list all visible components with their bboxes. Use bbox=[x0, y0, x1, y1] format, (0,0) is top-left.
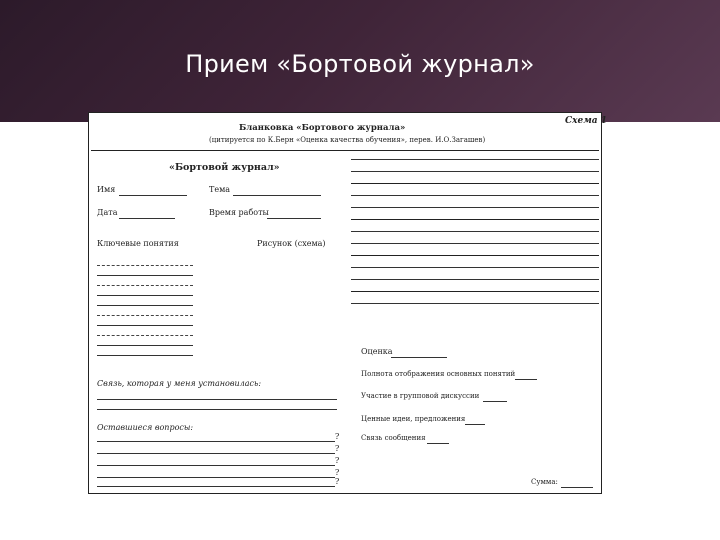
topic-label: Тема bbox=[209, 185, 231, 194]
question-line bbox=[97, 486, 335, 487]
question-line bbox=[97, 465, 335, 466]
topic-line bbox=[233, 195, 321, 196]
journal-title: «Бортовой журнал» bbox=[169, 162, 280, 173]
form-subheading: (цитируется по К.Берн «Оценка качества обучения», перев. И.О.Загашев) bbox=[209, 136, 486, 144]
sum-label: Сумма: bbox=[531, 478, 558, 486]
drawing-line bbox=[351, 171, 599, 172]
question-line bbox=[97, 477, 335, 478]
drawing-line bbox=[351, 243, 599, 244]
question-mark: ? bbox=[335, 477, 340, 486]
drawing-line bbox=[351, 219, 599, 220]
concept-line bbox=[97, 345, 193, 346]
key-concepts-label: Ключевые понятия bbox=[97, 239, 179, 248]
name-line bbox=[119, 195, 187, 196]
form-heading: Бланковка «Бортового журнала» bbox=[239, 123, 406, 133]
slide-header bbox=[0, 0, 720, 122]
drawing-line bbox=[351, 183, 599, 184]
questions-label: Оставшиеся вопросы: bbox=[97, 423, 194, 432]
date-label: Дата bbox=[97, 208, 118, 217]
drawing-line bbox=[351, 207, 599, 208]
grade-line bbox=[391, 357, 447, 358]
concept-line bbox=[97, 315, 193, 316]
concept-line bbox=[97, 275, 193, 276]
drawing-line bbox=[351, 231, 599, 232]
concept-line bbox=[97, 265, 193, 266]
concept-line bbox=[97, 335, 193, 336]
connection-line bbox=[97, 399, 337, 400]
concept-line bbox=[97, 285, 193, 286]
connection-line bbox=[97, 409, 337, 410]
drawing-line bbox=[351, 267, 599, 268]
header-divider bbox=[91, 150, 599, 151]
discussion-label: Участие в групповой дискуссии bbox=[361, 392, 480, 400]
slide-title: Прием «Бортовой журнал» bbox=[185, 50, 535, 78]
question-mark: ? bbox=[335, 432, 340, 441]
question-mark: ? bbox=[335, 444, 340, 453]
time-line bbox=[267, 218, 321, 219]
concept-line bbox=[97, 355, 193, 356]
message-label: Связь сообщения bbox=[361, 434, 426, 442]
drawing-line bbox=[351, 255, 599, 256]
drawing-label: Рисунок (схема) bbox=[257, 239, 326, 248]
drawing-line bbox=[351, 279, 599, 280]
concept-line bbox=[97, 305, 193, 306]
time-label: Время работы bbox=[209, 208, 269, 217]
concept-line bbox=[97, 325, 193, 326]
question-mark: ? bbox=[335, 468, 340, 477]
grade-label: Оценка bbox=[361, 347, 393, 356]
drawing-line bbox=[351, 159, 599, 160]
connection-label: Связь, которая у меня установилась: bbox=[97, 379, 262, 388]
drawing-line bbox=[351, 291, 599, 292]
valuable-ideas-line bbox=[465, 424, 485, 425]
date-line bbox=[119, 218, 175, 219]
valuable-ideas-label: Ценные идеи, предложения bbox=[361, 415, 466, 423]
name-label: Имя bbox=[97, 185, 116, 194]
question-line bbox=[97, 441, 335, 442]
message-line bbox=[427, 443, 449, 444]
completeness-label: Полнота отображения основных понятий bbox=[361, 370, 516, 378]
journal-form-sheet bbox=[88, 112, 608, 494]
drawing-line bbox=[351, 195, 599, 196]
concept-line bbox=[97, 295, 193, 296]
question-mark: ? bbox=[335, 456, 340, 465]
completeness-line bbox=[515, 379, 537, 380]
question-line bbox=[97, 453, 335, 454]
discussion-line bbox=[483, 401, 507, 402]
drawing-line bbox=[351, 303, 599, 304]
sum-line bbox=[561, 487, 593, 488]
scheme-label: Схема 1 bbox=[565, 116, 608, 126]
